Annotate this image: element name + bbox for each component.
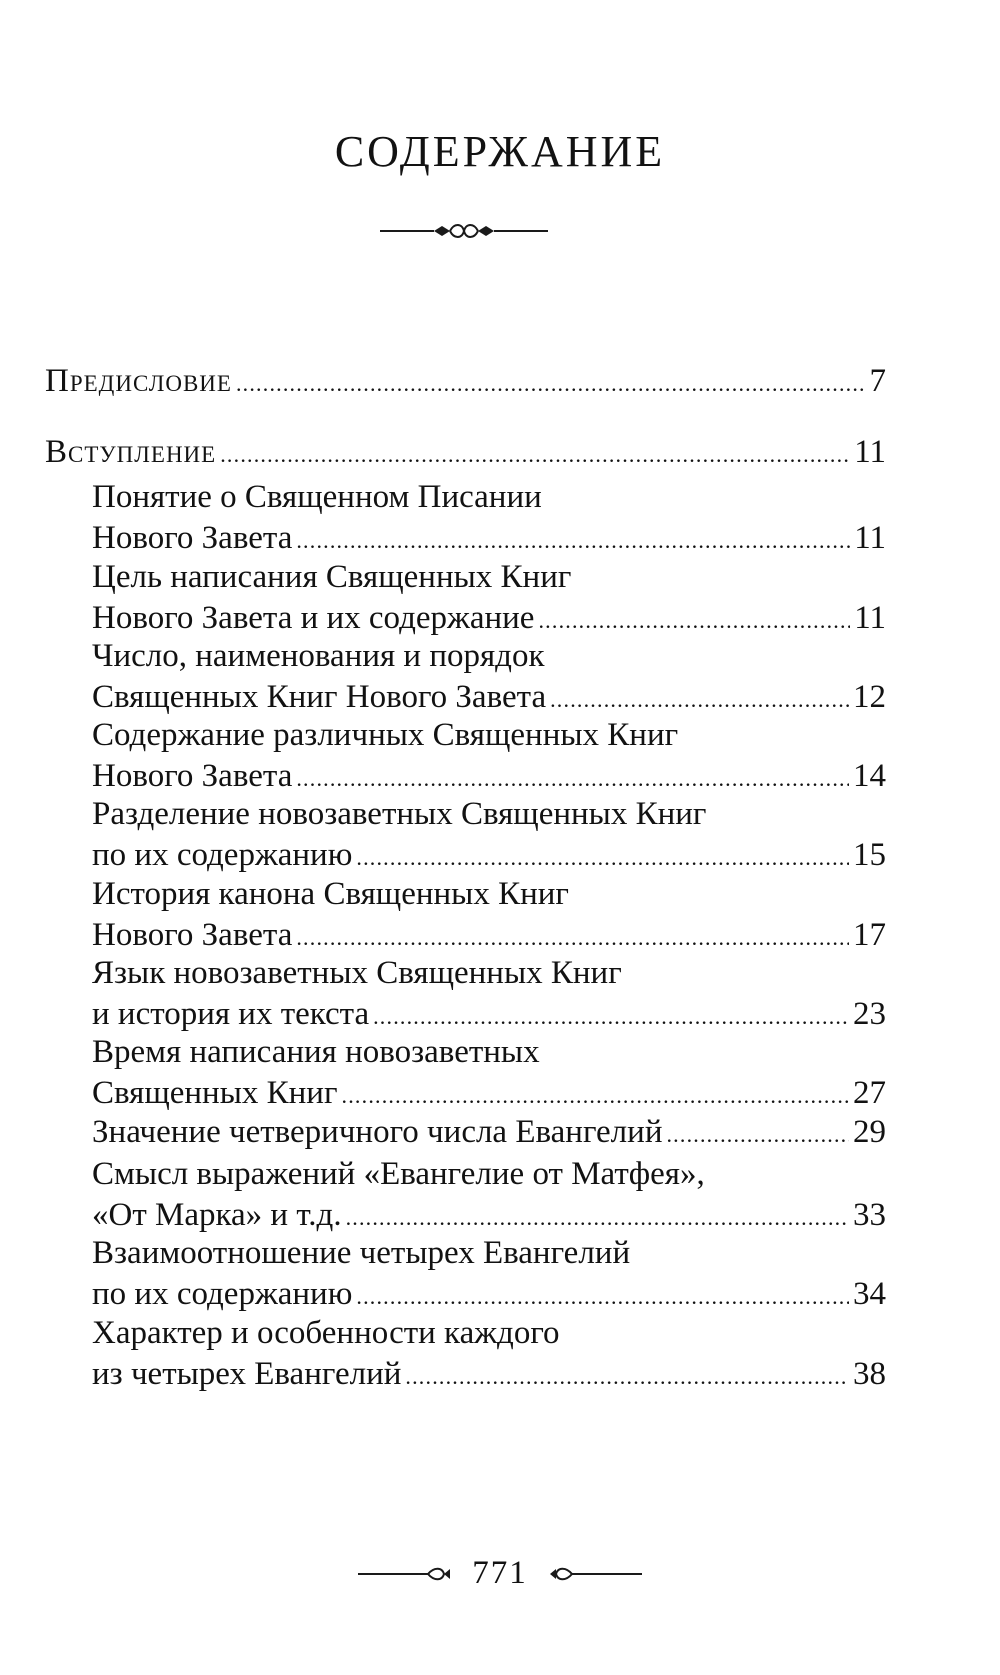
page-number: 771 bbox=[472, 1555, 528, 1591]
toc-entry-title-line2: по их содержанию bbox=[92, 1276, 353, 1312]
dot-leader bbox=[405, 1356, 849, 1397]
toc-page-number: 14 bbox=[853, 758, 886, 794]
toc-entry-title-line1: Цель написания Священных Книг bbox=[92, 559, 572, 595]
dot-leader bbox=[220, 434, 850, 475]
toc-entry-title-line1: Язык новозаветных Священных Книг bbox=[92, 955, 622, 991]
toc-page-number: 33 bbox=[853, 1197, 886, 1233]
page-footer bbox=[0, 1555, 1000, 1592]
toc-page-number: 34 bbox=[853, 1276, 886, 1312]
toc-page-number: 17 bbox=[853, 917, 886, 953]
left-ornament-icon bbox=[358, 1565, 454, 1583]
dot-leader bbox=[550, 679, 849, 720]
dot-leader bbox=[236, 363, 866, 404]
toc-subentry[interactable] bbox=[92, 557, 886, 641]
toc-entry-title-line2: Священных Книг Нового Завета bbox=[92, 679, 547, 715]
toc-page-number: 15 bbox=[853, 837, 886, 873]
dot-leader bbox=[296, 758, 849, 799]
dot-leader bbox=[346, 1197, 849, 1238]
toc-entry-title-line1: Число, наименования и порядок bbox=[92, 638, 545, 674]
toc-entry-title-line1: История канона Священных Книг bbox=[92, 876, 569, 912]
toc-entry-title-line2: Нового Завета и их содержание bbox=[92, 600, 535, 636]
toc-subentry[interactable] bbox=[92, 1154, 886, 1238]
dot-leader bbox=[296, 520, 850, 561]
toc-entry-introduction[interactable] bbox=[45, 432, 886, 475]
toc-page-number: 29 bbox=[853, 1114, 886, 1150]
toc-entry-title: Предисловие bbox=[45, 363, 232, 399]
toc-page-number: 11 bbox=[854, 434, 886, 470]
toc-page-number: 11 bbox=[854, 600, 886, 636]
toc-subentry[interactable] bbox=[92, 1233, 886, 1317]
dot-leader bbox=[342, 1075, 849, 1116]
toc-subentry[interactable] bbox=[92, 1032, 886, 1116]
toc-subentry[interactable] bbox=[92, 953, 886, 1037]
dot-leader bbox=[373, 996, 849, 1037]
toc-entry-title-line1: Понятие о Священном Писании bbox=[92, 479, 542, 515]
toc-entry-title-line1: Разделение новозаветных Священных Книг bbox=[92, 796, 707, 832]
toc-page-number: 11 bbox=[854, 520, 886, 556]
toc-subentry[interactable] bbox=[92, 715, 886, 799]
toc-page-number: 27 bbox=[853, 1075, 886, 1111]
dot-leader bbox=[356, 837, 849, 878]
toc-entry-title: Вступление bbox=[45, 434, 217, 470]
toc-subentry[interactable] bbox=[92, 477, 886, 561]
toc-subentry[interactable] bbox=[92, 874, 886, 958]
dot-leader bbox=[356, 1276, 849, 1317]
toc-entry-title-line1: Содержание различных Священных Книг bbox=[92, 717, 679, 753]
toc-entry-title-line2: «От Марка» и т.д. bbox=[92, 1197, 342, 1233]
toc-page-number: 23 bbox=[853, 996, 886, 1032]
dot-leader bbox=[666, 1114, 849, 1155]
toc-entry-title-line2: Нового Завета bbox=[92, 758, 293, 794]
toc-entry-title: Значение четверичного числа Евангелий bbox=[92, 1114, 663, 1150]
toc-entry-preface[interactable] bbox=[45, 361, 886, 404]
toc-subentry[interactable] bbox=[92, 794, 886, 878]
page-title: СОДЕРЖАНИЕ bbox=[334, 127, 666, 176]
toc-entry-title-line2: и история их текста bbox=[92, 996, 370, 1032]
toc-entry-title-line1: Смысл выражений «Евангелие от Матфея», bbox=[92, 1156, 705, 1192]
toc-entry-title-line1: Время написания новозаветных bbox=[92, 1034, 540, 1070]
toc-subentry[interactable] bbox=[92, 1112, 886, 1155]
toc-subentry[interactable] bbox=[92, 1313, 886, 1397]
toc-page-number: 12 bbox=[853, 679, 886, 715]
dot-leader bbox=[296, 917, 849, 958]
toc-subentry[interactable] bbox=[92, 636, 886, 720]
toc-page-number: 7 bbox=[869, 363, 886, 399]
toc-entry-title-line1: Характер и особенности каждого bbox=[92, 1315, 560, 1351]
right-ornament-icon bbox=[546, 1565, 642, 1583]
dot-leader bbox=[538, 600, 850, 641]
toc-entry-title-line2: по их содержанию bbox=[92, 837, 353, 873]
toc-entry-title-line2: Священных Книг bbox=[92, 1075, 338, 1111]
toc-entry-title-line2: Нового Завета bbox=[92, 917, 293, 953]
toc-entry-title-line2: Нового Завета bbox=[92, 520, 293, 556]
toc-page-number: 38 bbox=[853, 1356, 886, 1392]
toc-entry-title-line1: Взаимоотношение четырех Евангелий bbox=[92, 1235, 631, 1271]
toc-entry-title-line2: из четырех Евангелий bbox=[92, 1356, 402, 1392]
